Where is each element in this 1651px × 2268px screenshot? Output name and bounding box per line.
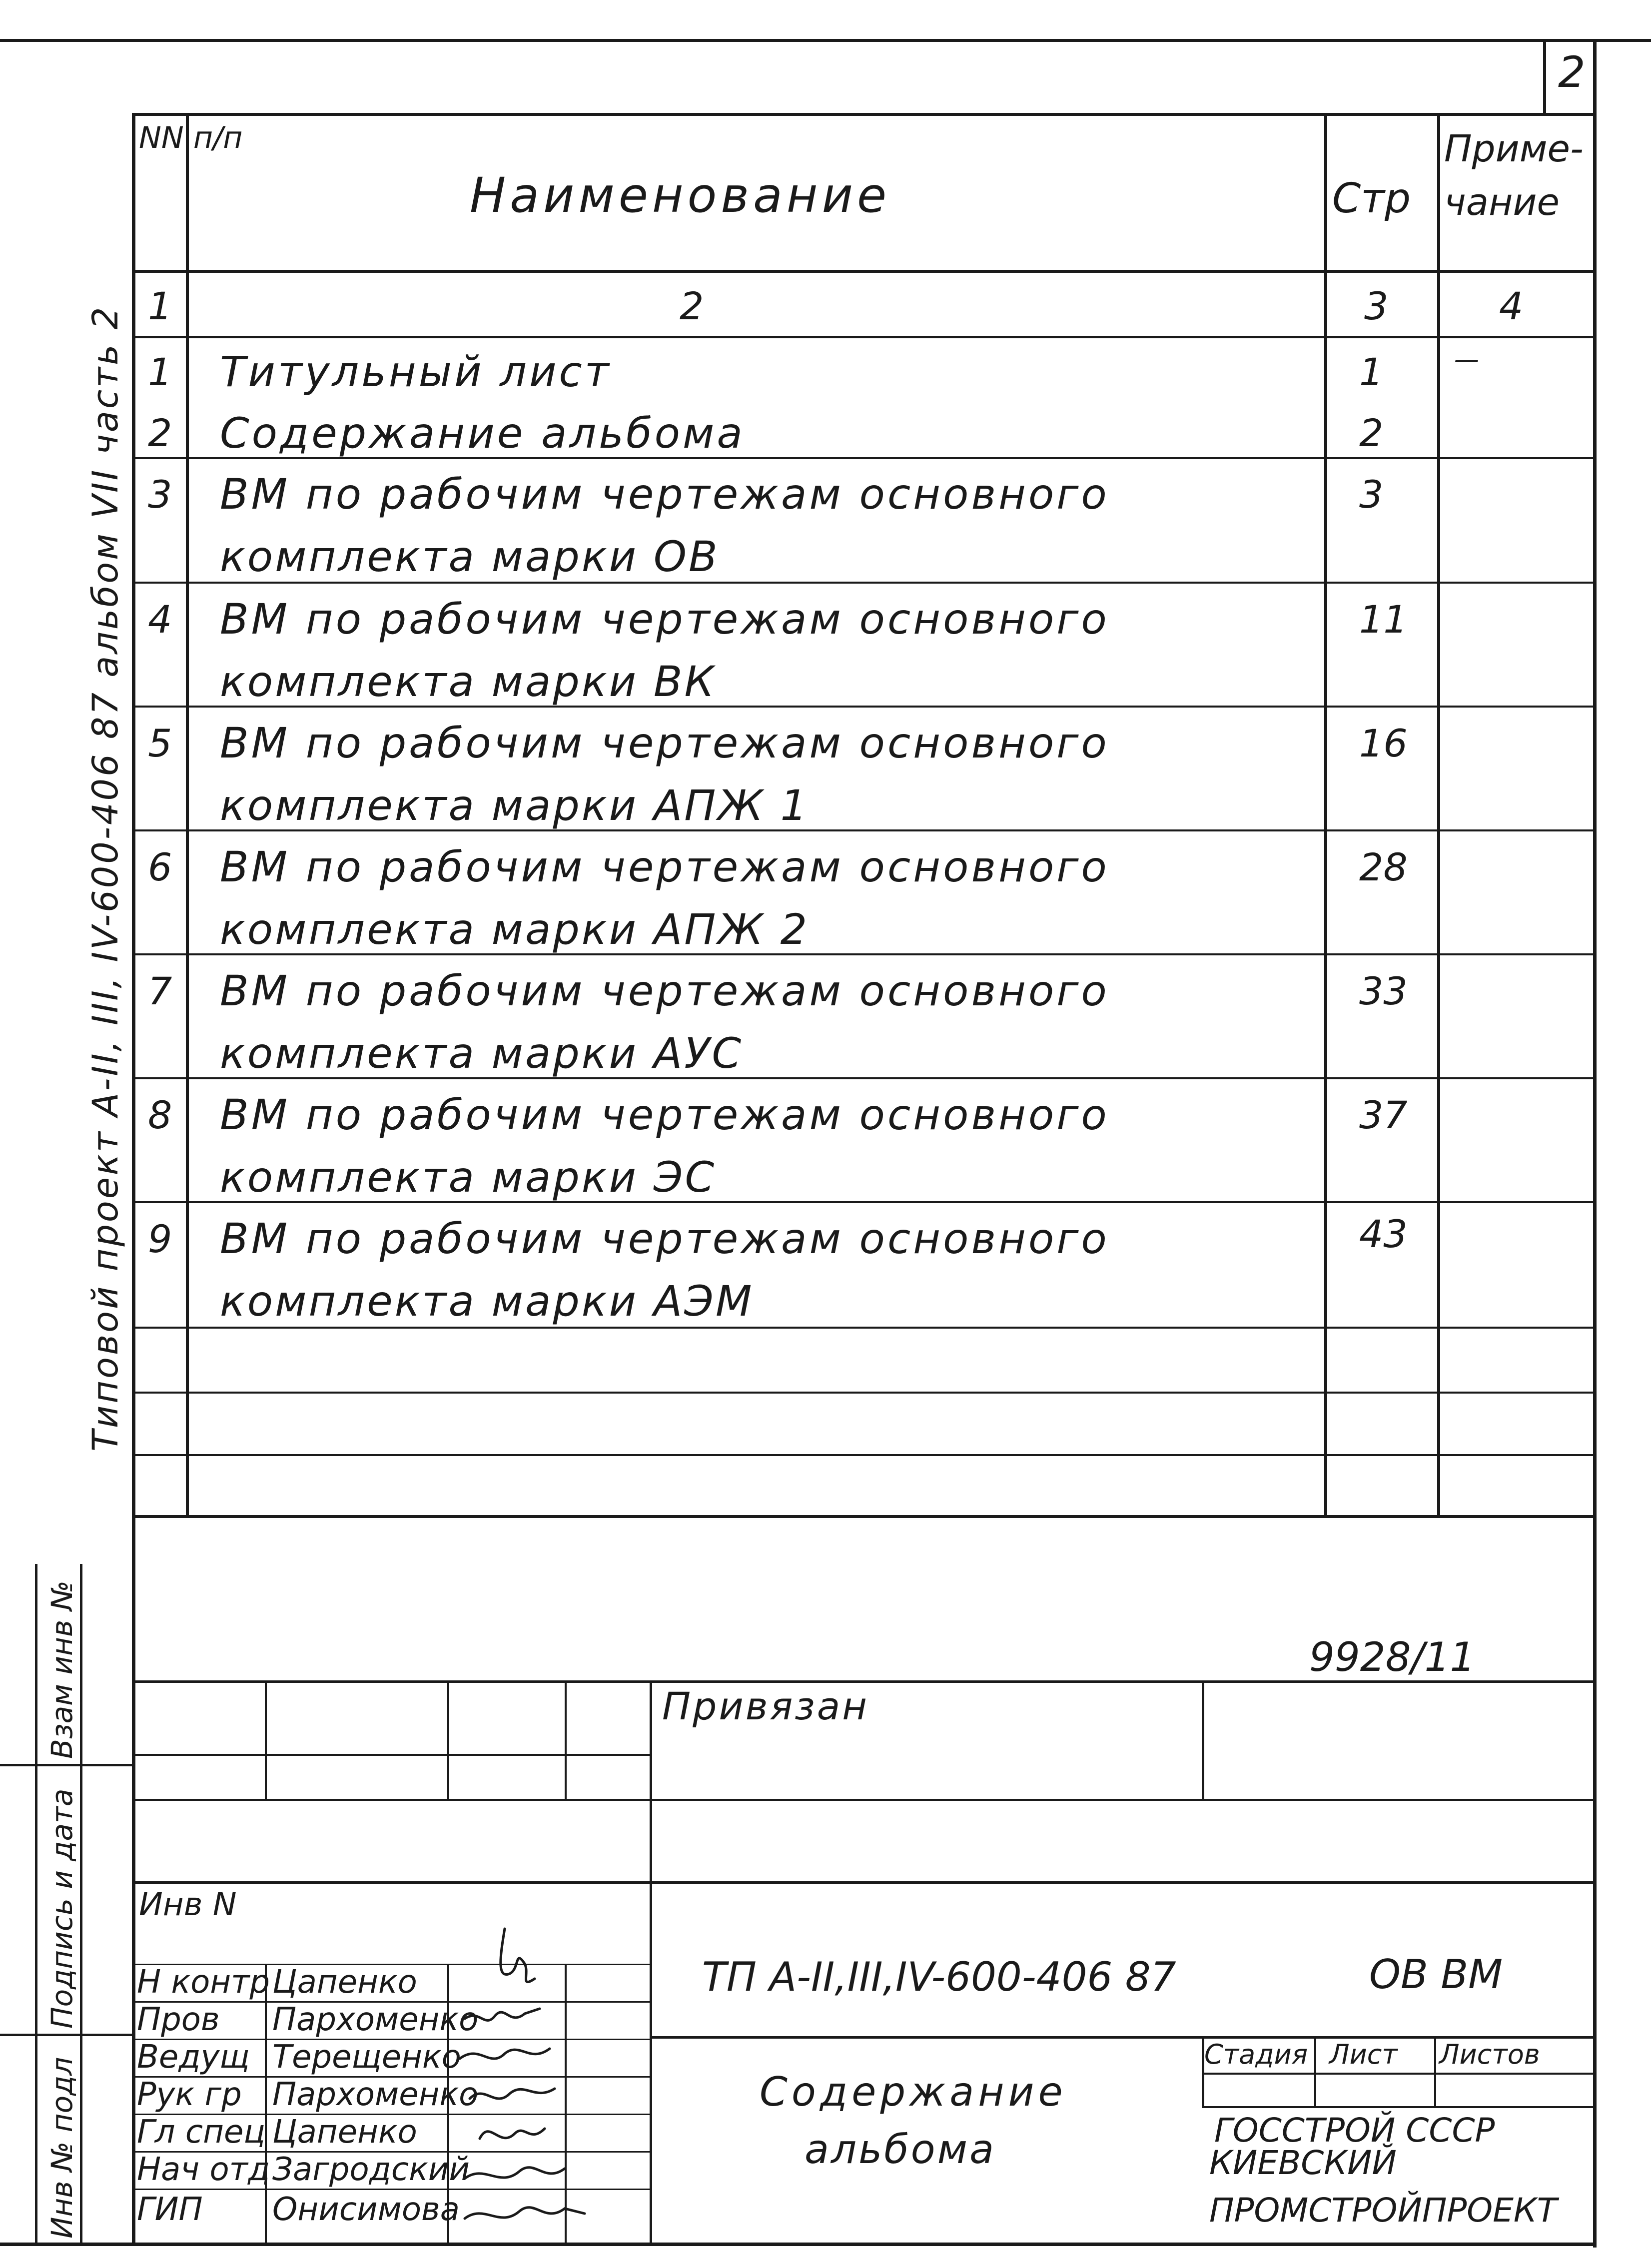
signer-role: ГИП <box>137 2191 203 2228</box>
margin-inv-podl: Инв № подл <box>45 2057 79 2239</box>
tb-vert <box>265 1964 267 2244</box>
signer-role: Пров <box>137 2001 220 2038</box>
colnum-bottom <box>132 336 1596 338</box>
row-page: 3 <box>1359 472 1384 517</box>
row-page: 33 <box>1359 969 1408 1013</box>
row-num: 6 <box>148 845 172 889</box>
table-bottom <box>132 1515 1596 1518</box>
margin-div <box>0 2034 134 2036</box>
colnum-3: 3 <box>1364 284 1389 328</box>
row-subtitle: комплекта марки АУС <box>220 1029 744 1078</box>
tb-vert <box>1434 2036 1436 2106</box>
row-subtitle: комплекта марки АПЖ 2 <box>220 905 810 954</box>
row-page: 16 <box>1359 721 1408 765</box>
row-note: — <box>1454 345 1479 374</box>
row-subtitle: комплекта марки ВК <box>220 657 717 706</box>
sheet-number: 2 <box>1558 47 1586 97</box>
signer-name: Онисимова <box>272 2191 460 2228</box>
sheet-header: Лист <box>1329 2039 1398 2070</box>
col-div-1 <box>186 113 189 1517</box>
row-div <box>132 1327 1596 1329</box>
tb-vert <box>265 1680 267 1800</box>
org-line-1: ГОССТРОЙ СССР <box>1214 2111 1495 2150</box>
signer-name: Цапенко <box>272 1964 417 2001</box>
tb-vert <box>565 1680 567 1800</box>
margin-div <box>0 1764 134 1766</box>
row-title: ВМ по рабочим чертежам основного <box>220 842 1109 891</box>
stage-header: Стадия <box>1204 2039 1308 2070</box>
row-title: ВМ по рабочим чертежам основного <box>220 595 1109 644</box>
colnum-1: 1 <box>148 284 172 328</box>
signatures-image <box>450 1919 615 2239</box>
header-page: Стр <box>1332 175 1411 222</box>
sheet-box-left <box>1543 39 1546 116</box>
header-num-text: NN п/п <box>139 120 243 155</box>
col-div-3 <box>1437 113 1440 1517</box>
margin-left-edge <box>35 1564 37 2244</box>
inv-n-label: Инв N <box>139 1886 237 1923</box>
table-top <box>132 113 1596 116</box>
tb-line <box>1202 2106 1597 2108</box>
row-subtitle: комплекта марки АЭМ <box>220 1277 754 1326</box>
tb-vert <box>447 1680 449 1800</box>
doc-title-2: альбома <box>805 2126 996 2173</box>
inner-frame-left <box>132 116 135 2245</box>
signer-name: Терещенко <box>272 2039 461 2076</box>
row-num: 8 <box>148 1093 172 1137</box>
row-title: Титульный лист <box>220 347 612 396</box>
header-note-text: Приме- чание <box>1444 127 1584 224</box>
row-div <box>132 1454 1596 1456</box>
drawing-number: 9928/11 <box>1309 1634 1476 1680</box>
signer-name: Пархоменко <box>272 2001 479 2038</box>
signer-role: Ведущ <box>137 2039 250 2076</box>
signer-role: Рук гр <box>137 2076 242 2113</box>
row-num: 5 <box>148 721 172 765</box>
row-num: 4 <box>148 597 172 642</box>
signer-name: Загродский <box>272 2151 470 2188</box>
doc-title-1: Содержание <box>760 2069 1067 2115</box>
row-title: Содержание альбома <box>220 409 745 458</box>
side-title: Типовой проект А-II, III, IV-600-406 87 альбом VII часть 2 <box>85 305 126 1452</box>
colnum-2: 2 <box>680 284 704 328</box>
tb-line <box>132 1881 1596 1884</box>
org-line-3: ПРОМСТРОЙПРОЕКТ <box>1209 2191 1558 2230</box>
row-subtitle: комплекта марки ЭС <box>220 1153 717 1202</box>
signer-role: Гл спец <box>137 2114 265 2151</box>
colnum-4: 4 <box>1499 284 1524 328</box>
row-subtitle: комплекта марки АПЖ 1 <box>220 781 810 830</box>
signer-name: Цапенко <box>272 2114 417 2151</box>
signer-name: Пархоменко <box>272 2076 479 2113</box>
row-div <box>132 1392 1596 1394</box>
row-title: ВМ по рабочим чертежам основного <box>220 1214 1109 1263</box>
org-line-2: КИЕВСКИЙ <box>1209 2144 1397 2182</box>
tb-line <box>132 1754 652 1756</box>
margin-vzam: Взам инв № <box>45 1580 79 1759</box>
row-page: 2 <box>1359 411 1384 455</box>
drawing-mark: ОВ ВМ <box>1369 1951 1503 1998</box>
signer-role: Нач отд <box>137 2151 270 2188</box>
row-title: ВМ по рабочим чертежам основного <box>220 470 1109 519</box>
row-page: 37 <box>1359 1093 1408 1137</box>
col-div-2 <box>1324 113 1327 1517</box>
drawing-code: ТП А-II,III,IV-600-406 87 <box>702 1954 1176 2000</box>
tb-vert <box>1202 1680 1204 1800</box>
left-margin-strip-edge <box>80 1564 82 2244</box>
row-num: 3 <box>148 472 172 517</box>
row-title: ВМ по рабочим чертежам основного <box>220 966 1109 1015</box>
header-num <box>139 120 243 156</box>
tb-line <box>650 1799 1596 1801</box>
margin-podpis: Подпись и дата <box>45 1788 79 2029</box>
row-title: ВМ по рабочим чертежам основного <box>220 1090 1109 1139</box>
tb-line <box>1202 2073 1597 2075</box>
tb-top <box>132 1680 1596 1683</box>
row-page: 1 <box>1359 350 1384 394</box>
row-page: 11 <box>1359 597 1408 642</box>
row-subtitle: комплекта марки ОВ <box>220 532 720 581</box>
header-bottom <box>132 270 1596 273</box>
inner-frame-bottom <box>0 2243 1597 2246</box>
header-note <box>1444 122 1584 230</box>
sheets-header: Листов <box>1439 2039 1540 2070</box>
privyazan-label: Привязан <box>662 1684 869 1728</box>
tb-line <box>132 1799 652 1801</box>
tb-vert <box>650 1680 652 2245</box>
row-num: 1 <box>148 350 172 394</box>
row-title: ВМ по рабочим чертежам основного <box>220 719 1109 767</box>
tb-vert <box>1314 2036 1316 2106</box>
outer-frame-top <box>0 39 1651 42</box>
inner-frame-right <box>1593 39 1597 2248</box>
row-page: 28 <box>1359 845 1408 889</box>
signer-role: Н контр <box>137 1964 270 2001</box>
row-div <box>132 582 1596 584</box>
header-name: Наименование <box>470 167 891 223</box>
row-num: 9 <box>148 1217 172 1261</box>
row-num: 2 <box>148 411 172 455</box>
row-page: 43 <box>1359 1212 1408 1256</box>
row-num: 7 <box>148 969 172 1013</box>
